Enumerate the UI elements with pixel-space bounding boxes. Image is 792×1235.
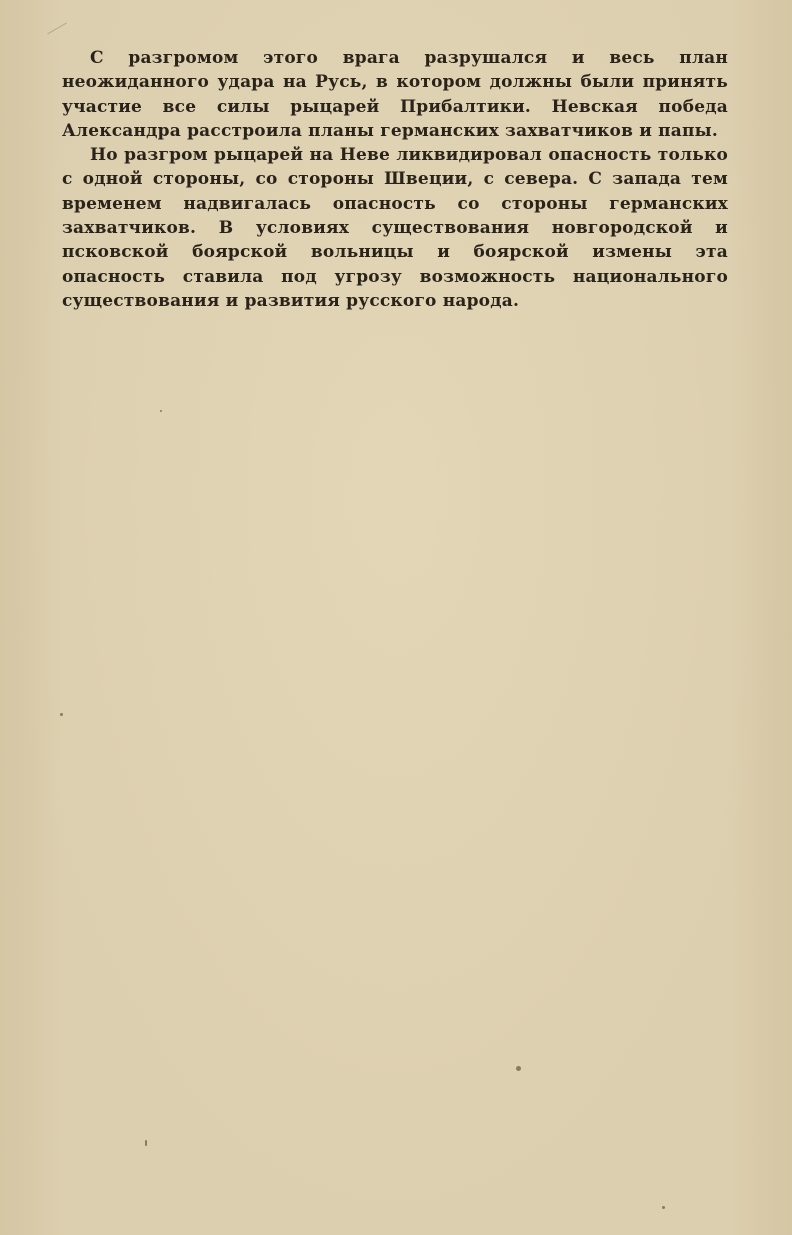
paper-speck (60, 713, 63, 716)
paper-scratch (47, 23, 67, 35)
paragraph-1: С разгромом этого врага разрушался и весь план неожиданного удара на Русь, в котором должны были принять участие все силы рыцарей Прибалтики. Невская победа Александра расстроила планы германских захватчиков и папы. (62, 48, 728, 141)
paper-speck (160, 410, 162, 412)
paper-speck (516, 1066, 521, 1071)
paragraph-2: Но разгром рыцарей на Неве ликвидировал опасность только с одной стороны, со стороны Швеции, с севера. С запада тем временем надвигалась опасность со стороны германских захватчиков. В условиях существования новгородской и псковской боярской вольницы и боярской измены эта опасность ставила под угрозу возможность национального существования и развития русского народа. (62, 145, 728, 311)
body-text (62, 46, 728, 313)
paper-speck (662, 1206, 665, 1209)
paper-speck (145, 1140, 147, 1146)
